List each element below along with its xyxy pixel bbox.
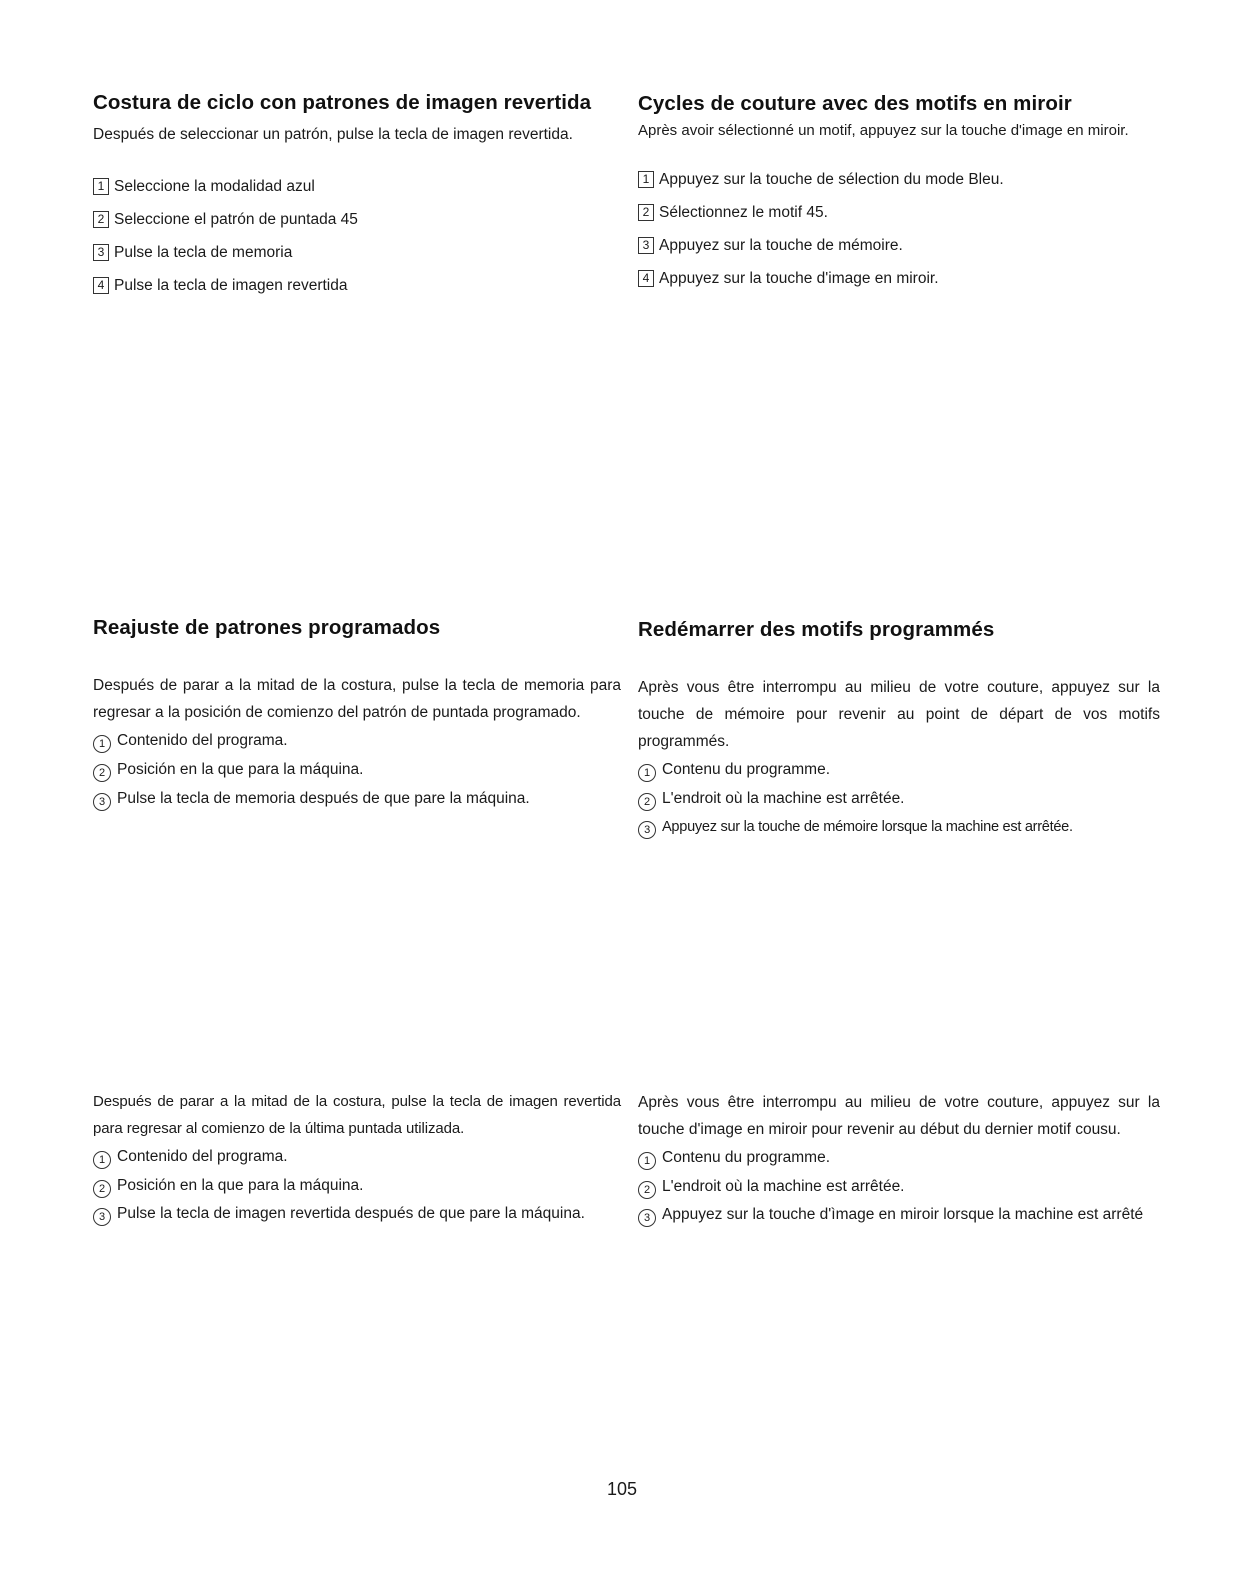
legend-list <box>93 726 621 813</box>
step-text: Sélectionnez le motif 45. <box>659 204 828 221</box>
step-item <box>638 170 1160 203</box>
legend-item <box>638 1201 1160 1228</box>
step-item <box>638 203 1160 236</box>
legend-text: Posición en la que para la máquina. <box>117 761 364 778</box>
legend-item <box>638 784 1160 813</box>
section-mirror-cycle-es <box>93 87 621 309</box>
section-title: Costura de ciclo con patrones de imagen revertida <box>93 91 592 114</box>
step-text: Seleccione el patrón de puntada 45 <box>114 211 358 228</box>
legend-number: 1 <box>638 764 656 782</box>
legend-number: 1 <box>638 1152 656 1170</box>
step-number-box: 4 <box>638 270 654 287</box>
legend-text: Contenido del programa. <box>117 732 288 749</box>
step-text: Pulse la tecla de memoria <box>114 244 293 261</box>
legend-list <box>93 1142 621 1227</box>
legend-item <box>93 1142 621 1171</box>
section-intro: Después de seleccionar un patrón, pulse la tecla de imagen revertida. <box>93 126 573 143</box>
legend-number: 2 <box>638 793 656 811</box>
section-body: Après vous être interrompu au milieu de votre couture, appuyez sur la touche d'image en miroir pour revenir au début du dernier motif cousu. <box>638 1094 1160 1138</box>
legend-text: Pulse la tecla de memoria después de que pare la máquina. <box>117 790 530 807</box>
legend-number: 3 <box>93 793 111 811</box>
step-item <box>638 269 1160 302</box>
step-text: Appuyez sur la touche de mémoire. <box>659 237 903 254</box>
section-title: Reajuste de patrones programados <box>93 616 441 639</box>
step-number-box: 2 <box>93 211 109 228</box>
section-mirror-cycle-fr <box>638 88 1160 302</box>
section-body: Después de parar a la mitad de la costura, pulse la tecla de memoria para regresar a la posición de comienzo del patrón de puntada programado. <box>93 677 621 721</box>
step-number-box: 3 <box>638 237 654 254</box>
section-body: Después de parar a la mitad de la costura, pulse la tecla de imagen revertida para regresar al comienzo de la última puntada utilizada. <box>93 1093 621 1137</box>
legend-text: Contenu du programme. <box>662 761 831 778</box>
legend-number: 3 <box>638 1209 656 1227</box>
legend-item <box>93 784 621 813</box>
section-programmed-reset-fr <box>638 614 1160 842</box>
legend-item <box>93 726 621 755</box>
legend-text: Contenido del programa. <box>117 1148 288 1165</box>
step-number-box: 1 <box>638 171 654 188</box>
step-text: Seleccione la modalidad azul <box>114 178 315 195</box>
legend-text: Appuyez sur la touche d'ìmage en miroir lorsque la machine est arrêté <box>662 1206 1144 1223</box>
legend-item <box>93 1200 621 1227</box>
section-body: Après vous être interrompu au milieu de votre couture, appuyez sur la touche de mémoire pour revenir au point de départ de vos motifs programmés. <box>638 679 1160 750</box>
steps-list <box>93 177 621 309</box>
step-number-box: 3 <box>93 244 109 261</box>
legend-text: L'endroit où la machine est arrêtée. <box>662 790 905 807</box>
step-item <box>93 276 621 309</box>
legend-item <box>93 755 621 784</box>
step-text: Appuyez sur la touche d'image en miroir. <box>659 270 939 287</box>
legend-text: Contenu du programme. <box>662 1149 831 1166</box>
section-title: Redémarrer des motifs programmés <box>638 618 995 641</box>
section-mirror-reset-fr <box>638 1089 1160 1228</box>
section-intro: Après avoir sélectionné un motif, appuyez sur la touche d'image en miroir. <box>638 122 1129 139</box>
legend-number: 1 <box>93 735 111 753</box>
legend-item <box>638 1172 1160 1201</box>
legend-text: L'endroit où la machine est arrêtée. <box>662 1178 905 1195</box>
legend-number: 3 <box>93 1208 111 1226</box>
legend-list <box>638 755 1160 842</box>
legend-number: 1 <box>93 1151 111 1169</box>
section-mirror-reset-es <box>93 1088 621 1227</box>
page-number: 105 <box>606 1479 638 1499</box>
steps-list <box>638 170 1160 302</box>
legend-number: 2 <box>638 1181 656 1199</box>
legend-number: 2 <box>93 1180 111 1198</box>
legend-text: Posición en la que para la máquina. <box>117 1177 364 1194</box>
step-number-box: 1 <box>93 178 109 195</box>
legend-item <box>638 1143 1160 1172</box>
step-item <box>93 177 621 210</box>
step-item <box>93 210 621 243</box>
legend-text: Appuyez sur la touche de mémoire lorsque la machine est arrêtée. <box>662 819 1073 835</box>
legend-list <box>638 1143 1160 1228</box>
legend-number: 2 <box>93 764 111 782</box>
legend-item <box>638 755 1160 784</box>
step-item <box>638 236 1160 269</box>
step-text: Appuyez sur la touche de sélection du mode Bleu. <box>659 171 1004 188</box>
step-number-box: 4 <box>93 277 109 294</box>
step-text: Pulse la tecla de imagen revertida <box>114 277 348 294</box>
legend-item <box>638 813 1160 842</box>
section-programmed-reset-es <box>93 612 621 813</box>
legend-text: Pulse la tecla de imagen revertida después de que pare la máquina. <box>117 1205 585 1222</box>
legend-number: 3 <box>638 821 656 839</box>
step-item <box>93 243 621 276</box>
legend-item <box>93 1171 621 1200</box>
section-title: Cycles de couture avec des motifs en miroir <box>638 92 1072 115</box>
step-number-box: 2 <box>638 204 654 221</box>
